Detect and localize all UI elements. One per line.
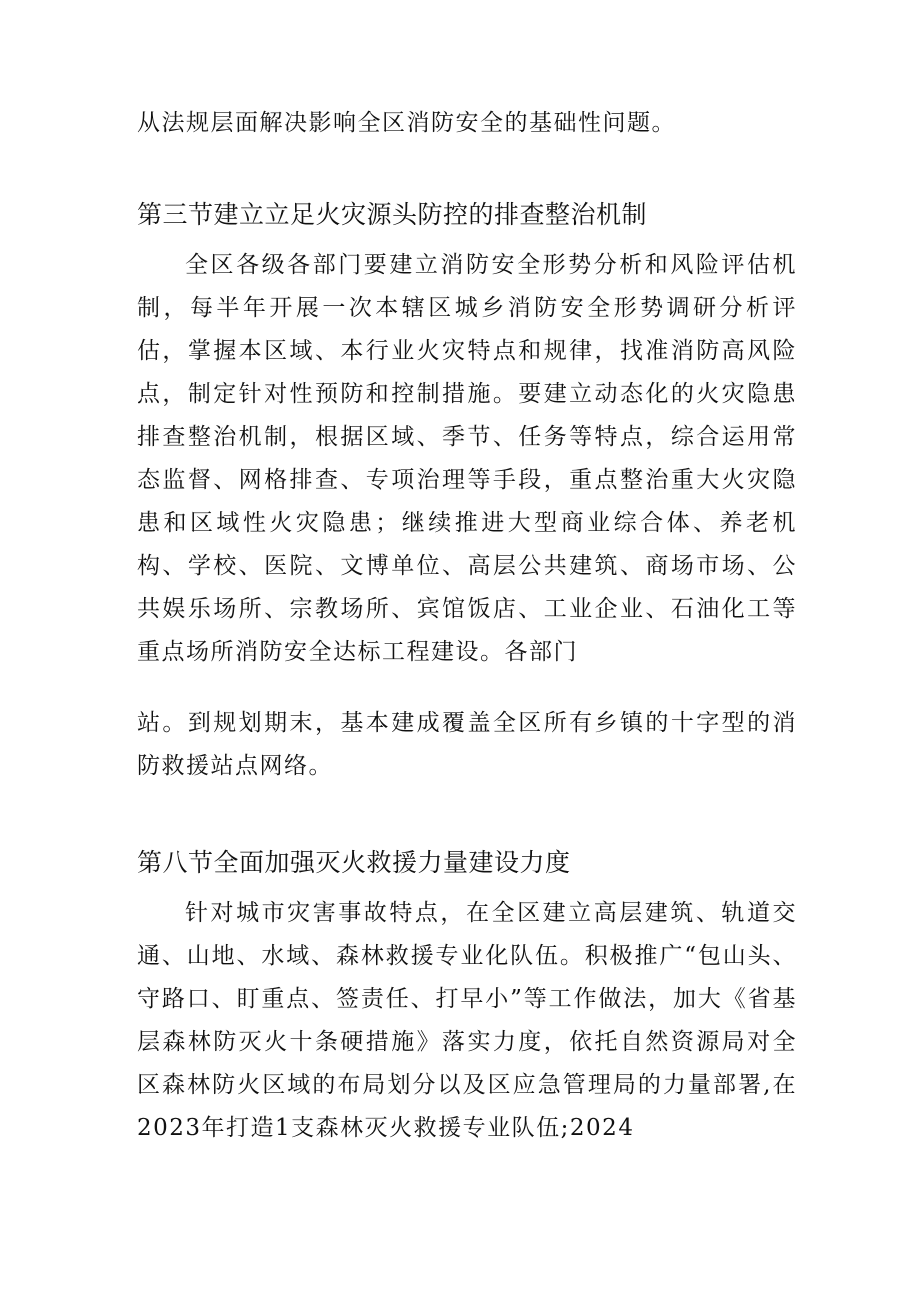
paragraph-section-8-body: 针对城市灾害事故特点，在全区建立高层建筑、轨道交通、山地、水域、森林救援专业化队伍。积极推广“包山头、守路口、盯重点、签责任、打早小”等工作做法，加大《省基层森林防灭火十条硬措施》落实力度，依托自然资源局对全区森林防火区域的布局划分以及区应急管理局的力量部署,在2023年打造1支森林灭火救援专业队伍;2024 [137,900,797,1141]
section-heading-3: 第三节建立立足火灾源头防控的排查整治机制 [137,200,648,229]
paragraph-intro: 从法规层面解决影响全区消防安全的基础性问题。 [137,110,676,136]
paragraph-section-3-body: 全区各级各部门要建立消防安全形势分析和风险评估机制，每半年开展一次本辖区城乡消防安全形势调研分析评估，掌握本区域、本行业火灾特点和规律，找准消防高风险点，制定针对性预防和控制措施。要建立动态化的火灾隐患排查整治机制，根据区域、季节、任务等特点，综合运用常态监督、网格排查、专项治理等手段，重点整治重大火灾隐患和区域性火灾隐患；继续推进大型商业综合体、养老机构、学校、医院、文博单位、高层公共建筑、商场市场、公共娱乐场所、宗教场所、宾馆饭店、工业企业、石油化工等重点场所消防安全达标工程建设。各部门 [137,252,797,665]
section-heading-8: 第八节全面加强灭火救援力量建设力度 [137,848,571,877]
paragraph-continuation: 站。到规划期末，基本建成覆盖全区所有乡镇的十字型的消防救援站点网络。 [137,710,797,779]
